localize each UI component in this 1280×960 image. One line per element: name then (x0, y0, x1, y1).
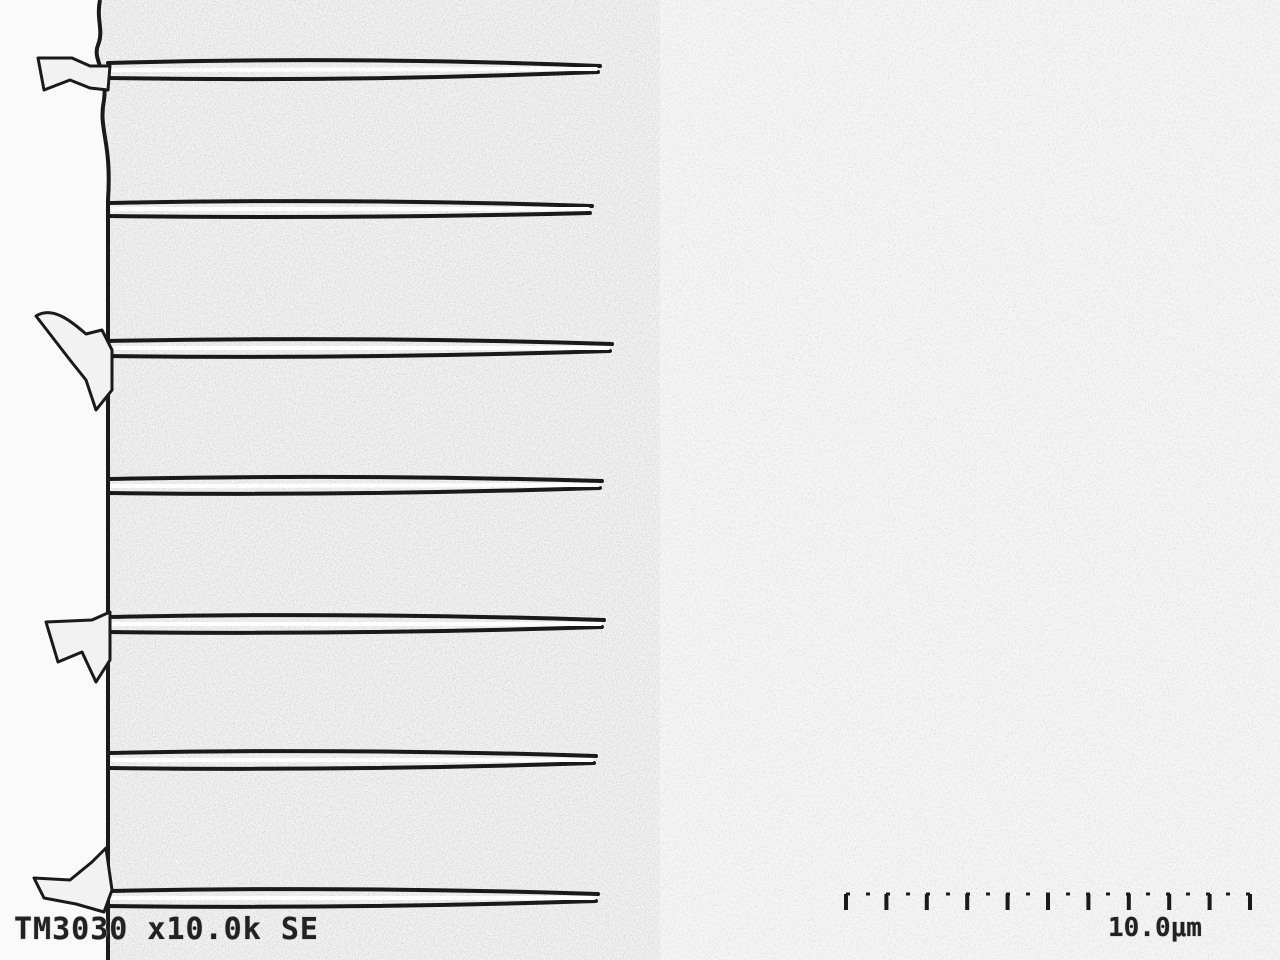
left-edge (0, 0, 109, 960)
scale-label: 10.0μm (1108, 913, 1202, 943)
info-caption: TM3030 x10.0k SE (14, 912, 319, 947)
